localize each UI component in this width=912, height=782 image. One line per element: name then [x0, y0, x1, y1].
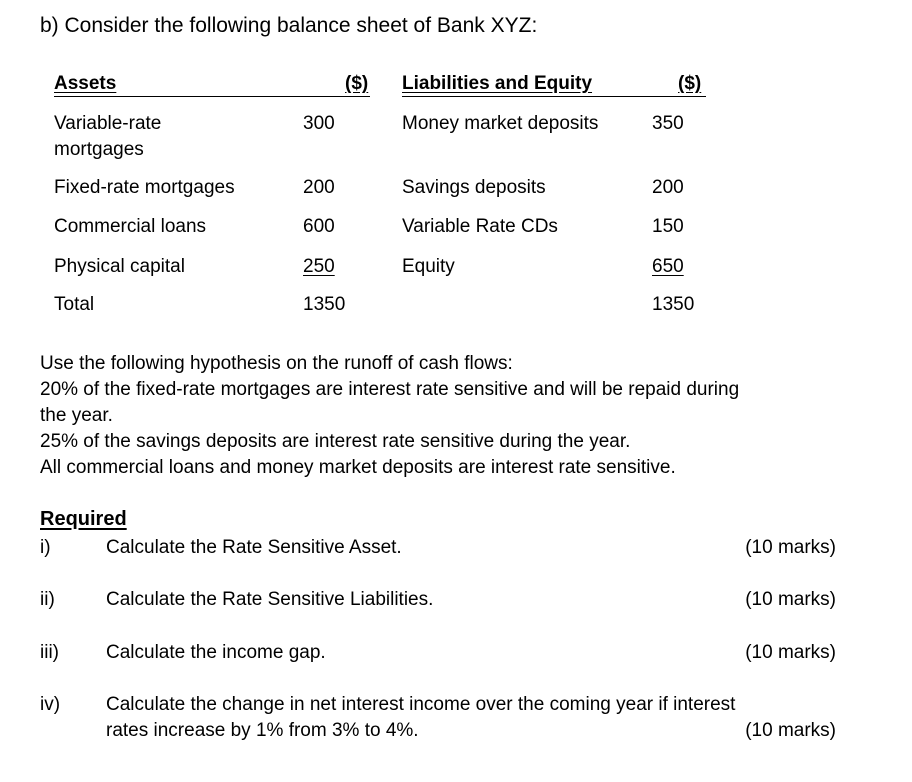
asset-label: Physical capital [54, 256, 185, 277]
assets-header-rule [54, 96, 370, 97]
item-number: ii) [40, 589, 55, 610]
item-text: Calculate the Rate Sensitive Liabilities. [106, 589, 434, 610]
hypothesis-line: 25% of the savings deposits are interest rate sensitive during the year. [40, 431, 631, 452]
asset-value: 300 [303, 113, 335, 134]
liability-value: 200 [652, 177, 684, 198]
asset-label: Fixed-rate mortgages [54, 177, 235, 198]
item-number: iii) [40, 642, 59, 663]
asset-value: 200 [303, 177, 335, 198]
item-number: iv) [40, 694, 61, 715]
liability-value: 350 [652, 113, 684, 134]
asset-value: 250 [303, 256, 335, 277]
question-intro: b) Consider the following balance sheet of Bank XYZ: [40, 14, 538, 37]
liability-value: 150 [652, 216, 684, 237]
liability-label: Variable Rate CDs [402, 216, 558, 237]
total-liabilities-value: 1350 [652, 294, 695, 315]
item-marks: (10 marks) [745, 720, 836, 741]
hypothesis-line: Use the following hypothesis on the runoff of cash flows: [40, 353, 513, 374]
item-marks: (10 marks) [745, 589, 836, 610]
item-text-continued: rates increase by 1% from 3% to 4%. [106, 720, 419, 741]
item-number: i) [40, 537, 51, 558]
asset-label: Variable-rate [54, 113, 162, 134]
liability-label: Savings deposits [402, 177, 546, 198]
item-marks: (10 marks) [745, 642, 836, 663]
asset-label: Commercial loans [54, 216, 207, 237]
liabilities-header: Liabilities and Equity [402, 73, 593, 94]
hypothesis-line: 20% of the fixed-rate mortgages are interest rate sensitive and will be repaid during [40, 379, 740, 400]
required-heading: Required [40, 508, 127, 530]
liabilities-header-rule [402, 96, 706, 97]
asset-label-continued: mortgages [54, 139, 144, 160]
item-text: Calculate the change in net interest income over the coming year if interest [106, 694, 736, 715]
item-text: Calculate the income gap. [106, 642, 326, 663]
liability-value: 650 [652, 256, 684, 277]
asset-value: 600 [303, 216, 335, 237]
total-assets-value: 1350 [303, 294, 346, 315]
item-text: Calculate the Rate Sensitive Asset. [106, 537, 402, 558]
liabilities-unit-header: ($) [678, 73, 702, 94]
item-marks: (10 marks) [745, 537, 836, 558]
total-label: Total [54, 294, 95, 315]
liability-label: Equity [402, 256, 455, 277]
assets-header: Assets [54, 73, 117, 94]
hypothesis-line: the year. [40, 405, 113, 426]
assets-unit-header: ($) [345, 73, 369, 94]
liability-label: Money market deposits [402, 113, 599, 134]
hypothesis-line: All commercial loans and money market deposits are interest rate sensitive. [40, 457, 676, 478]
